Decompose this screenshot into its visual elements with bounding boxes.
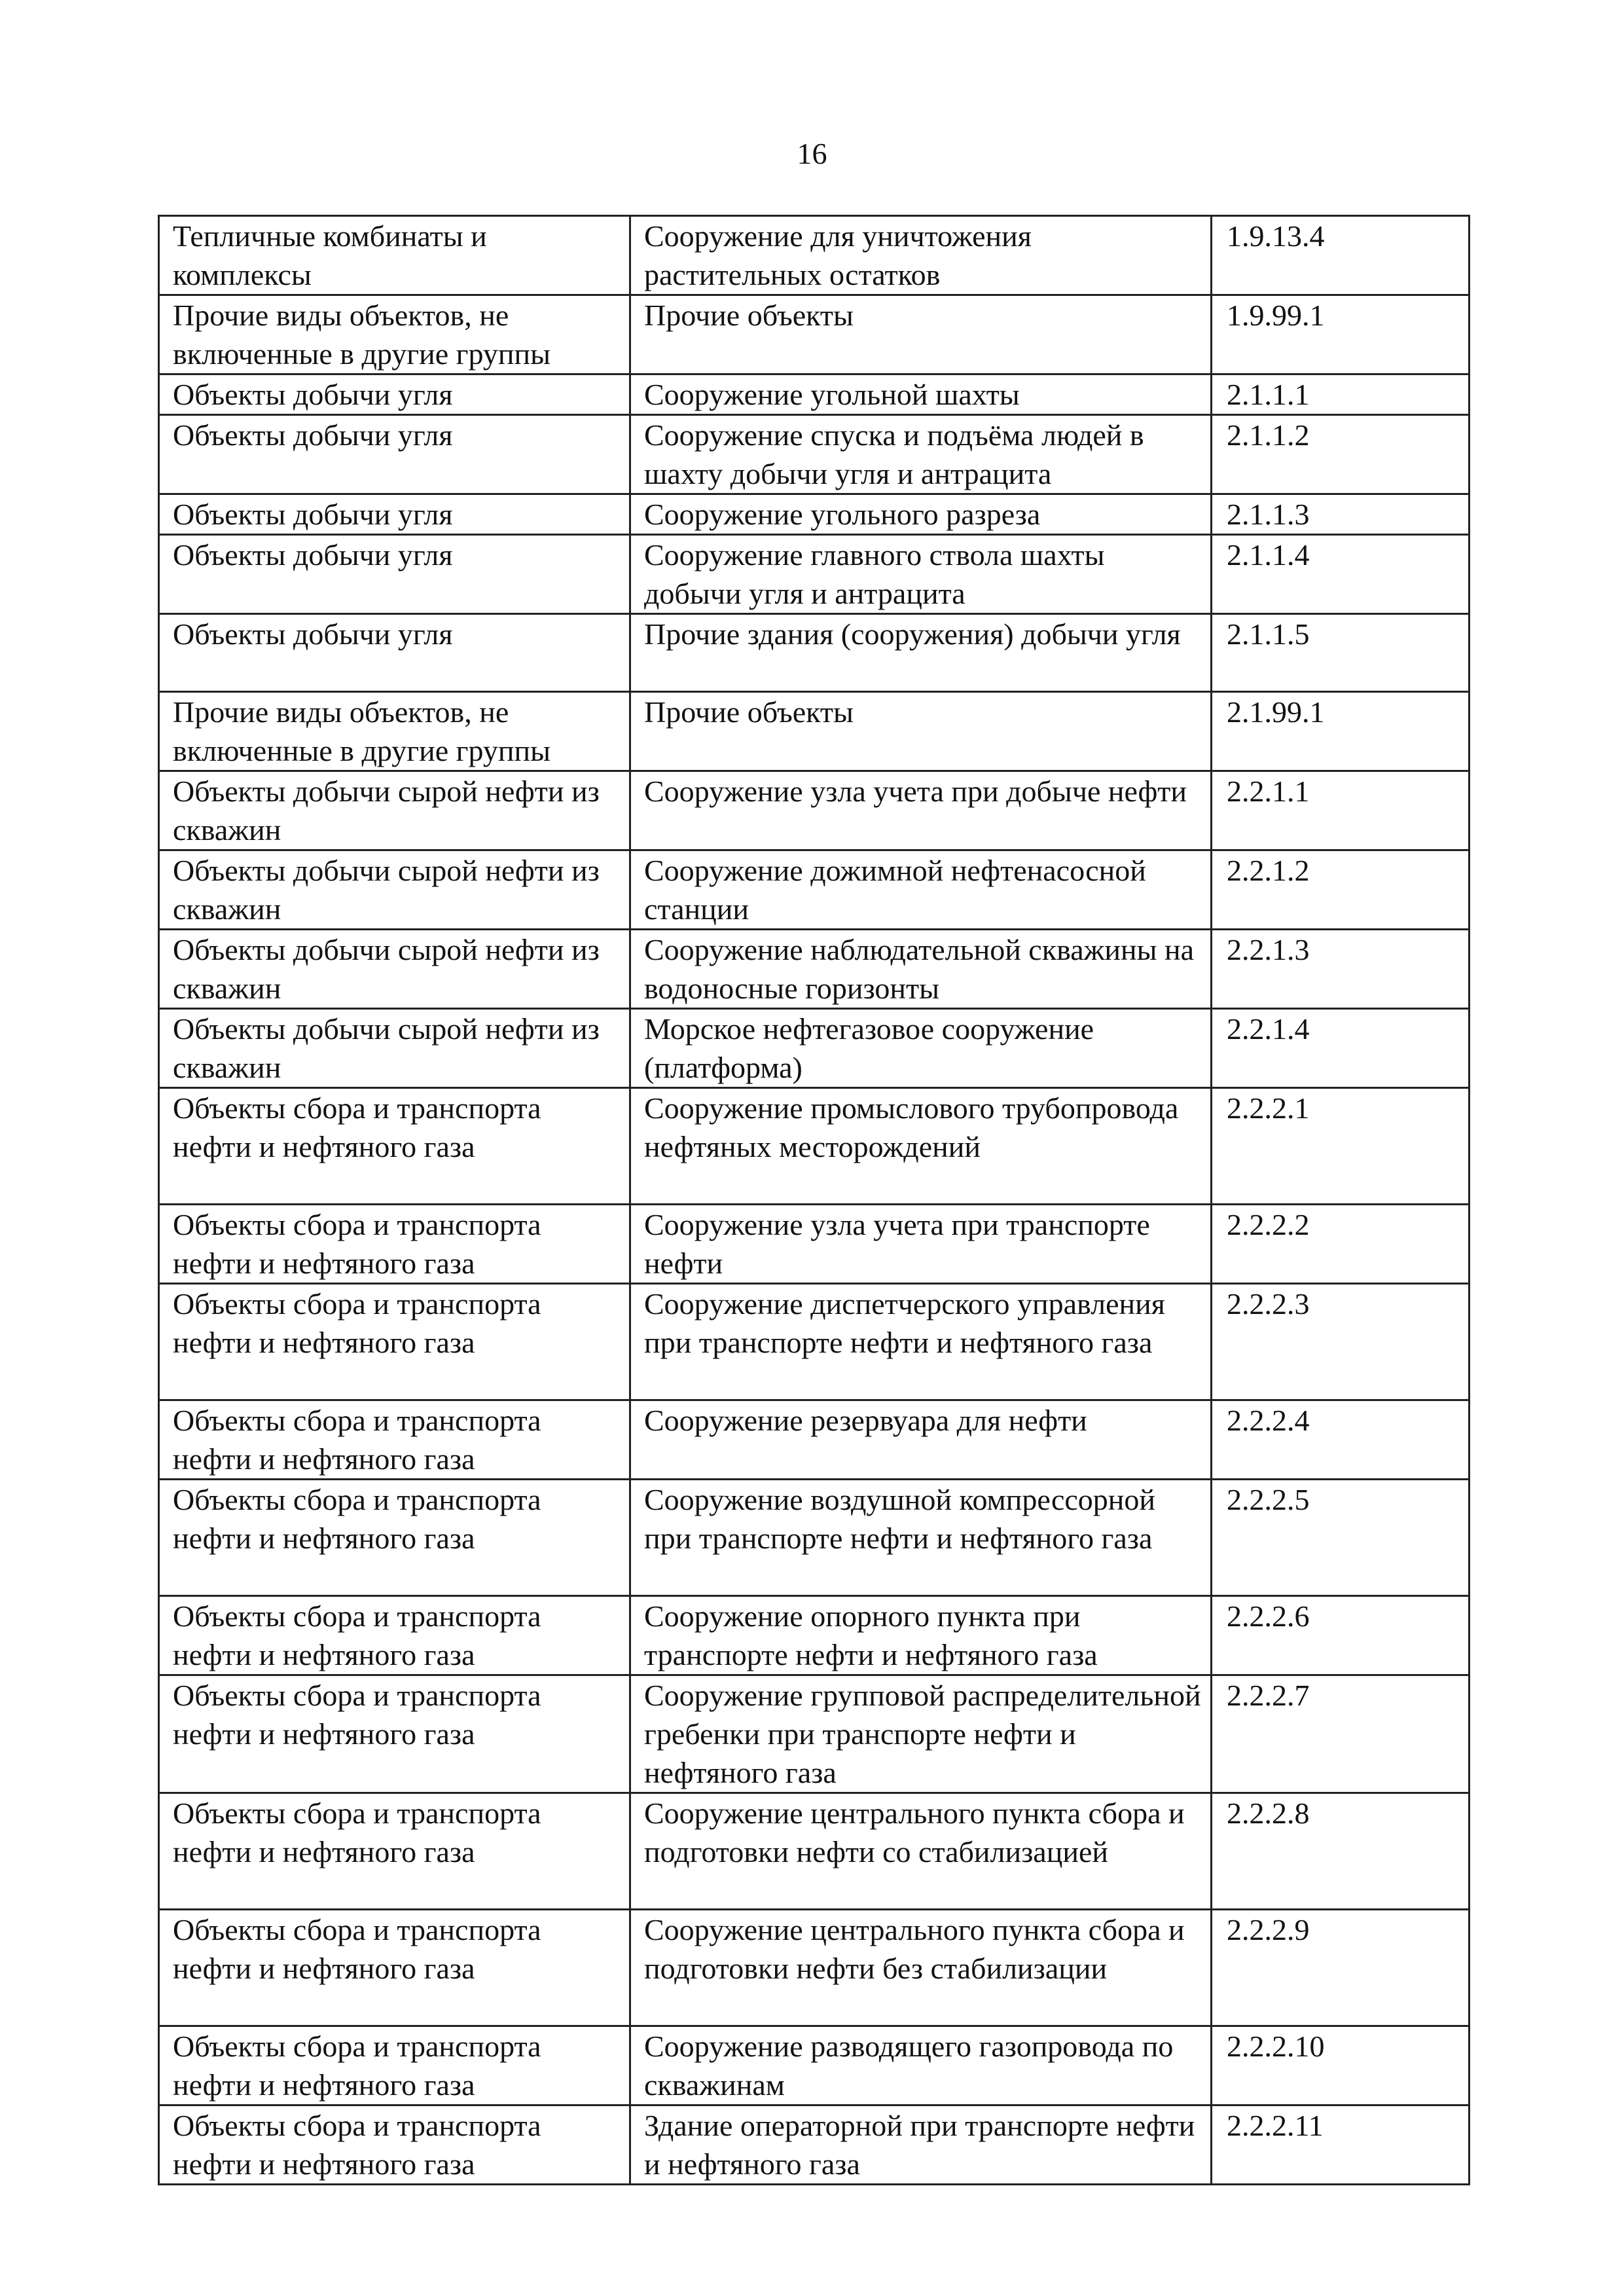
category-cell: Объекты добычи угля bbox=[159, 494, 630, 535]
table-row bbox=[159, 1400, 1470, 1480]
category-cell: Объекты добычи угля bbox=[159, 374, 630, 415]
category-cell: Объекты сбора и транспорта нефти и нефтяного газа bbox=[159, 1596, 630, 1675]
table-row bbox=[159, 2105, 1470, 2185]
object-cell: Сооружение узла учета при добыче нефти bbox=[630, 771, 1212, 850]
table-row bbox=[159, 1793, 1470, 1910]
table-row bbox=[159, 1088, 1470, 1205]
category-cell: Объекты добычи сырой нефти из скважин bbox=[159, 930, 630, 1009]
table-row bbox=[159, 1009, 1470, 1088]
table-row bbox=[159, 494, 1470, 535]
object-cell: Прочие здания (сооружения) добычи угля bbox=[630, 614, 1212, 692]
object-cell: Сооружение угольной шахты bbox=[630, 374, 1212, 415]
table-row bbox=[159, 1910, 1470, 2026]
table-row bbox=[159, 295, 1470, 374]
object-cell: Сооружение воздушной компрессорной при транспорте нефти и нефтяного газа bbox=[630, 1480, 1212, 1596]
table-row bbox=[159, 850, 1470, 930]
code-cell: 2.1.99.1 bbox=[1212, 692, 1470, 771]
table-row bbox=[159, 415, 1470, 494]
object-cell: Сооружение дожимной нефтенасосной станции bbox=[630, 850, 1212, 930]
object-cell: Морское нефтегазовое сооружение (платформа) bbox=[630, 1009, 1212, 1088]
table-row bbox=[159, 614, 1470, 692]
table-body bbox=[159, 216, 1470, 2185]
object-cell: Прочие объекты bbox=[630, 295, 1212, 374]
code-cell: 2.1.1.5 bbox=[1212, 614, 1470, 692]
code-cell: 2.2.2.7 bbox=[1212, 1675, 1470, 1793]
table-row bbox=[159, 1675, 1470, 1793]
category-cell: Объекты добычи сырой нефти из скважин bbox=[159, 850, 630, 930]
object-cell: Сооружение угольного разреза bbox=[630, 494, 1212, 535]
category-cell: Объекты сбора и транспорта нефти и нефтяного газа bbox=[159, 1675, 630, 1793]
code-cell: 2.2.2.3 bbox=[1212, 1284, 1470, 1400]
table-row bbox=[159, 1284, 1470, 1400]
category-cell: Объекты сбора и транспорта нефти и нефтяного газа bbox=[159, 2026, 630, 2105]
code-cell: 1.9.13.4 bbox=[1212, 216, 1470, 295]
category-cell: Объекты сбора и транспорта нефти и нефтяного газа bbox=[159, 1910, 630, 2026]
object-cell: Сооружение спуска и подъёма людей в шахту добычи угля и антрацита bbox=[630, 415, 1212, 494]
category-cell: Объекты сбора и транспорта нефти и нефтяного газа bbox=[159, 2105, 630, 2185]
object-cell: Здание операторной при транспорте нефти и нефтяного газа bbox=[630, 2105, 1212, 2185]
object-cell: Сооружение промыслового трубопровода нефтяных месторождений bbox=[630, 1088, 1212, 1205]
code-cell: 2.2.1.1 bbox=[1212, 771, 1470, 850]
category-cell: Прочие виды объектов, не включенные в другие группы bbox=[159, 692, 630, 771]
table-row bbox=[159, 692, 1470, 771]
code-cell: 2.2.2.1 bbox=[1212, 1088, 1470, 1205]
category-cell: Объекты добычи угля bbox=[159, 535, 630, 614]
table-row bbox=[159, 1480, 1470, 1596]
object-cell: Сооружение наблюдательной скважины на водоносные горизонты bbox=[630, 930, 1212, 1009]
category-cell: Объекты сбора и транспорта нефти и нефтяного газа bbox=[159, 1284, 630, 1400]
code-cell: 2.2.2.9 bbox=[1212, 1910, 1470, 2026]
code-cell: 2.1.1.4 bbox=[1212, 535, 1470, 614]
category-cell: Объекты добычи угля bbox=[159, 415, 630, 494]
code-cell: 2.2.2.5 bbox=[1212, 1480, 1470, 1596]
category-cell: Объекты сбора и транспорта нефти и нефтяного газа bbox=[159, 1480, 630, 1596]
code-cell: 2.1.1.1 bbox=[1212, 374, 1470, 415]
code-cell: 2.1.1.2 bbox=[1212, 415, 1470, 494]
table-row bbox=[159, 2026, 1470, 2105]
code-cell: 1.9.99.1 bbox=[1212, 295, 1470, 374]
table-row bbox=[159, 216, 1470, 295]
table-row bbox=[159, 1596, 1470, 1675]
page-number: 16 bbox=[797, 137, 827, 170]
category-cell: Объекты сбора и транспорта нефти и нефтяного газа bbox=[159, 1793, 630, 1910]
table-row bbox=[159, 930, 1470, 1009]
object-cell: Сооружение разводящего газопровода по скважинам bbox=[630, 2026, 1212, 2105]
classification-table bbox=[158, 215, 1470, 2185]
object-cell: Сооружение главного ствола шахты добычи угля и антрацита bbox=[630, 535, 1212, 614]
object-cell: Сооружение центрального пункта сбора и подготовки нефти со стабилизацией bbox=[630, 1793, 1212, 1910]
category-cell: Объекты добычи сырой нефти из скважин bbox=[159, 1009, 630, 1088]
code-cell: 2.2.2.4 bbox=[1212, 1400, 1470, 1480]
category-cell: Объекты добычи угля bbox=[159, 614, 630, 692]
code-cell: 2.2.2.10 bbox=[1212, 2026, 1470, 2105]
object-cell: Прочие объекты bbox=[630, 692, 1212, 771]
table-row bbox=[159, 1205, 1470, 1284]
category-cell: Объекты сбора и транспорта нефти и нефтяного газа bbox=[159, 1400, 630, 1480]
code-cell: 2.2.2.11 bbox=[1212, 2105, 1470, 2185]
object-cell: Сооружение центрального пункта сбора и подготовки нефти без стабилизации bbox=[630, 1910, 1212, 2026]
code-cell: 2.2.2.2 bbox=[1212, 1205, 1470, 1284]
table-row bbox=[159, 374, 1470, 415]
object-cell: Сооружение групповой распределительной гребенки при транспорте нефти и нефтяного газа bbox=[630, 1675, 1212, 1793]
code-cell: 2.2.2.8 bbox=[1212, 1793, 1470, 1910]
category-cell: Прочие виды объектов, не включенные в другие группы bbox=[159, 295, 630, 374]
object-cell: Сооружение резервуара для нефти bbox=[630, 1400, 1212, 1480]
object-cell: Сооружение для уничтожения растительных остатков bbox=[630, 216, 1212, 295]
object-cell: Сооружение узла учета при транспорте нефти bbox=[630, 1205, 1212, 1284]
code-cell: 2.2.2.6 bbox=[1212, 1596, 1470, 1675]
object-cell: Сооружение диспетчерского управления при транспорте нефти и нефтяного газа bbox=[630, 1284, 1212, 1400]
code-cell: 2.2.1.3 bbox=[1212, 930, 1470, 1009]
object-cell: Сооружение опорного пункта при транспорте нефти и нефтяного газа bbox=[630, 1596, 1212, 1675]
category-cell: Объекты сбора и транспорта нефти и нефтяного газа bbox=[159, 1088, 630, 1205]
table-row bbox=[159, 771, 1470, 850]
code-cell: 2.2.1.2 bbox=[1212, 850, 1470, 930]
code-cell: 2.2.1.4 bbox=[1212, 1009, 1470, 1088]
table-row bbox=[159, 535, 1470, 614]
code-cell: 2.1.1.3 bbox=[1212, 494, 1470, 535]
category-cell: Тепличные комбинаты и комплексы bbox=[159, 216, 630, 295]
category-cell: Объекты сбора и транспорта нефти и нефтяного газа bbox=[159, 1205, 630, 1284]
category-cell: Объекты добычи сырой нефти из скважин bbox=[159, 771, 630, 850]
